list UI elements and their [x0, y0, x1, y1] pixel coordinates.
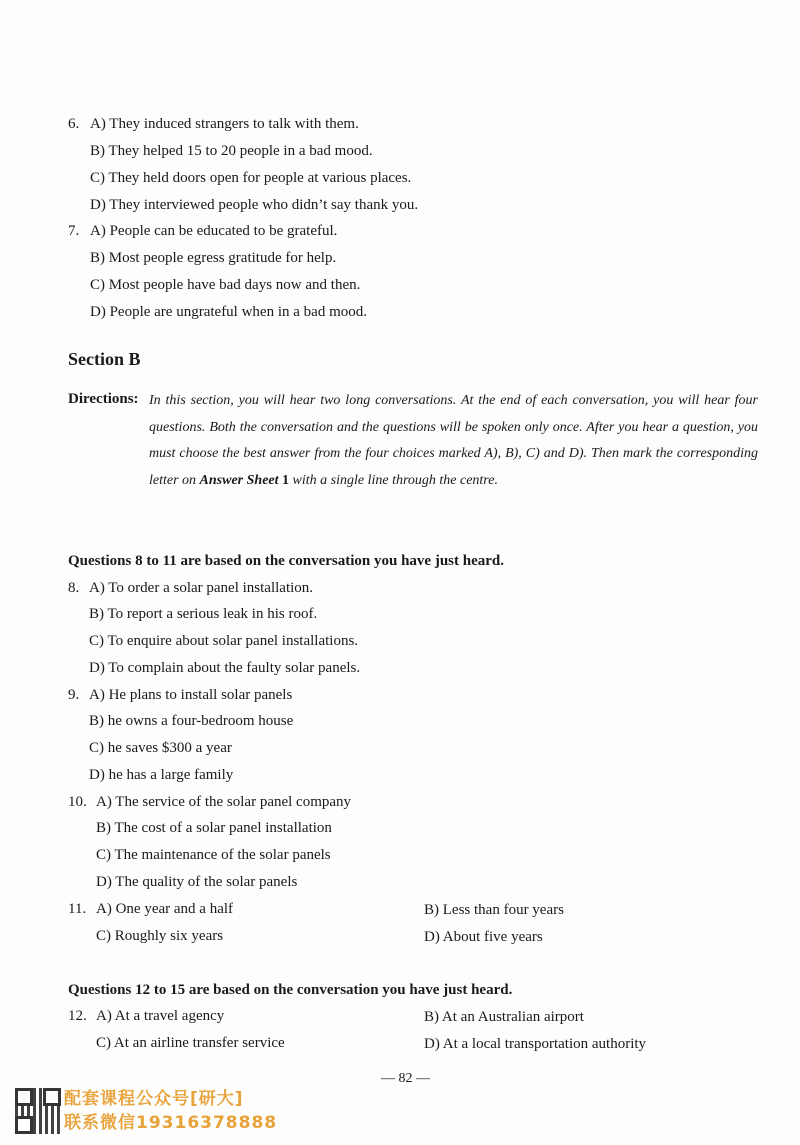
question-group-heading-8-11: Questions 8 to 11 are based on the conversation you have just heard.: [68, 553, 504, 569]
option-9a: A) He plans to install solar panels: [89, 687, 293, 703]
option-6a: A) They induced strangers to talk with them.: [90, 116, 359, 132]
question-number-7: 7.: [68, 223, 80, 239]
option-9b: B) he owns a four-bedroom house: [89, 713, 294, 729]
option-11d: D) About five years: [424, 929, 543, 945]
option-10c: C) The maintenance of the solar panels: [96, 847, 331, 863]
option-8a: A) To order a solar panel installation.: [89, 580, 314, 596]
option-12a: A) At a travel agency: [96, 1008, 225, 1024]
directions-label: Directions:: [68, 391, 139, 407]
option-10b: B) The cost of a solar panel installation: [96, 820, 332, 836]
question-number-10: 10.: [68, 794, 87, 810]
watermark-line-1: 配套课程公众号[研大]: [64, 1089, 244, 1109]
option-11b: B) Less than four years: [424, 902, 564, 918]
option-9c: C) he saves $300 a year: [89, 740, 232, 756]
option-12d: D) At a local transportation authority: [424, 1036, 647, 1052]
watermark-line-2: 联系微信19316378888: [64, 1113, 278, 1133]
question-number-8: 8.: [68, 580, 80, 596]
option-7d: D) People are ungrateful when in a bad mood.: [90, 304, 367, 320]
option-6d: D) They interviewed people who didn’t say thank you.: [90, 197, 419, 213]
option-6b: B) They helped 15 to 20 people in a bad mood.: [90, 143, 373, 159]
option-7a: A) People can be educated to be grateful.: [90, 223, 338, 239]
option-7b: B) Most people egress gratitude for help.: [90, 250, 337, 266]
option-6c: C) They held doors open for people at various places.: [90, 170, 412, 186]
option-8b: B) To report a serious leak in his roof.: [89, 606, 318, 622]
option-10a: A) The service of the solar panel company: [96, 794, 352, 810]
option-11a: A) One year and a half: [96, 901, 234, 917]
answer-sheet-label: Answer Sheet: [199, 472, 279, 488]
question-number-6: 6.: [68, 116, 80, 132]
option-8d: D) To complain about the faulty solar panels.: [89, 660, 361, 676]
option-7c: C) Most people have bad days now and then.: [90, 277, 361, 293]
directions-part2: with a single line through the centre.: [289, 472, 498, 488]
question-group-heading-12-15: Questions 12 to 15 are based on the conversation you have just heard.: [68, 982, 513, 998]
answer-sheet-number: 1: [282, 472, 290, 488]
section-title: Section B: [68, 349, 141, 369]
option-9d: D) he has a large family: [89, 767, 234, 783]
page-number: — 82 —: [381, 1071, 430, 1086]
option-12c: C) At an airline transfer service: [96, 1035, 285, 1051]
question-number-11: 11.: [68, 901, 87, 917]
option-12b: B) At an Australian airport: [424, 1009, 584, 1025]
option-11c: C) Roughly six years: [96, 928, 224, 944]
directions-part1: In this section, you will hear two long conversations. At the end of each conversation, you will hear four questions. Both the conversation and the questions will be spoken only once. After you hear a question, you must choose the best answer from the four choices marked A), B), C) and D). Then mark the corresponding letter on: [149, 393, 758, 488]
qr-code-icon: [15, 1088, 61, 1134]
directions-text: [149, 388, 758, 494]
question-number-12: 12.: [68, 1008, 87, 1024]
option-8c: C) To enquire about solar panel installations.: [89, 633, 359, 649]
question-number-9: 9.: [68, 687, 80, 703]
option-10d: D) The quality of the solar panels: [96, 874, 298, 890]
